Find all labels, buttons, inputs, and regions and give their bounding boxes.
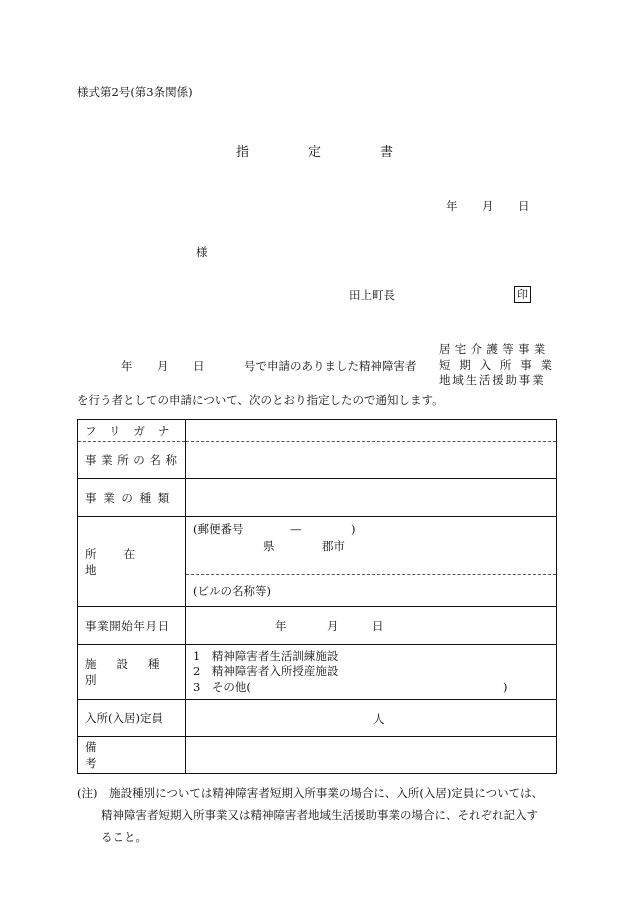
business-type-text: 事業の種類 [85, 490, 176, 505]
note-line-1 [77, 782, 543, 804]
location-text: 所在地 [85, 546, 162, 577]
facility-type-text: 施設種別 [85, 657, 180, 687]
capacity-row [193, 711, 556, 726]
facility-type-field[interactable] [186, 645, 557, 700]
application-year: 年 [121, 359, 133, 373]
business-type-2: 短期入所事業 [439, 357, 561, 372]
office-name-label [78, 442, 186, 479]
furigana-label [78, 420, 186, 442]
issue-date-year: 年 [446, 199, 458, 213]
remarks-text: 備考 [85, 740, 165, 770]
title-char-2: 定 [308, 145, 322, 160]
business-types [439, 342, 561, 389]
facility-option-3-close: ) [503, 679, 508, 694]
furigana-label-text: フリガナ [85, 423, 183, 438]
application-day: 日 [193, 359, 205, 373]
application-text: 号で申請のありました精神障害者 [244, 359, 417, 373]
facility-option-3-row [193, 680, 556, 696]
capacity-label [78, 700, 186, 737]
start-date-label [78, 607, 186, 645]
issue-date [446, 198, 530, 214]
form-number: 様式第2号(第3条関係) [77, 85, 193, 99]
application-line [121, 358, 417, 374]
start-date-text: 事業開始年月日 [85, 618, 170, 633]
note-marker: (注) [77, 786, 98, 800]
note-text-3: ること。 [101, 830, 147, 844]
capacity-text: 入所(入居)定員 [85, 711, 163, 725]
start-date-field[interactable] [186, 607, 557, 645]
district-text: 郡市 [322, 539, 345, 553]
office-name-field[interactable] [186, 442, 557, 479]
building-label: (ビルの名称等) [193, 583, 271, 598]
addressee-suffix: 様 [196, 245, 208, 259]
capacity-field[interactable] [186, 700, 557, 737]
office-name-text: 事業所の名称 [85, 453, 182, 467]
furigana-text [85, 423, 185, 439]
postal-close: ) [351, 522, 356, 536]
business-type-3: 地域生活援助事業 [439, 373, 546, 387]
start-month: 月 [327, 619, 339, 633]
business-type-label [78, 479, 186, 517]
facility-option-2[interactable]: 2 精神障害者入所授産施設 [193, 664, 339, 679]
start-date-values [193, 618, 556, 633]
capacity-unit: 人 [373, 711, 385, 726]
postal-label: (郵便番号 [193, 522, 244, 536]
issuer-name: 田上町長 [349, 288, 395, 302]
postal-dash: — [290, 522, 302, 536]
business-type-1: 居宅介護等事業 [439, 342, 550, 356]
intro-text: を行う者としての申請について、次のとおり指定したので通知します。 [77, 393, 444, 407]
start-year: 年 [275, 619, 287, 633]
designation-table [77, 419, 557, 774]
issue-date-day: 日 [518, 199, 530, 213]
note-text-1: 施設種別については精神障害者短期入所事業の場合に、入所(入居)定員については、 [109, 786, 544, 800]
note-text-2: 精神障害者短期入所事業又は精神障害者地域生活援助事業の場合に、それぞれ記入す [101, 808, 538, 822]
facility-option-3[interactable]: 3 その他( [193, 679, 251, 694]
remarks-label [78, 737, 186, 774]
building-field[interactable] [186, 575, 557, 607]
facility-type-label [78, 645, 186, 700]
postal-row [193, 521, 556, 538]
document-title [236, 141, 394, 160]
address-field[interactable] [186, 517, 557, 575]
seal-mark [514, 286, 531, 303]
note-block [77, 782, 543, 848]
facility-option-1[interactable]: 1 精神障害者生活訓練施設 [193, 648, 339, 663]
remarks-field[interactable] [186, 737, 557, 774]
prefecture-text: 県 [263, 539, 275, 553]
issue-date-month: 月 [482, 199, 494, 213]
location-label [78, 517, 186, 607]
business-type-field[interactable] [186, 479, 557, 517]
prefecture-row [193, 538, 556, 555]
start-day: 日 [372, 619, 384, 633]
title-char-1: 指 [236, 145, 250, 160]
application-month: 月 [157, 359, 169, 373]
title-char-3: 書 [380, 145, 394, 160]
furigana-field[interactable] [186, 420, 557, 442]
seal-stamp: 印 [514, 286, 531, 303]
